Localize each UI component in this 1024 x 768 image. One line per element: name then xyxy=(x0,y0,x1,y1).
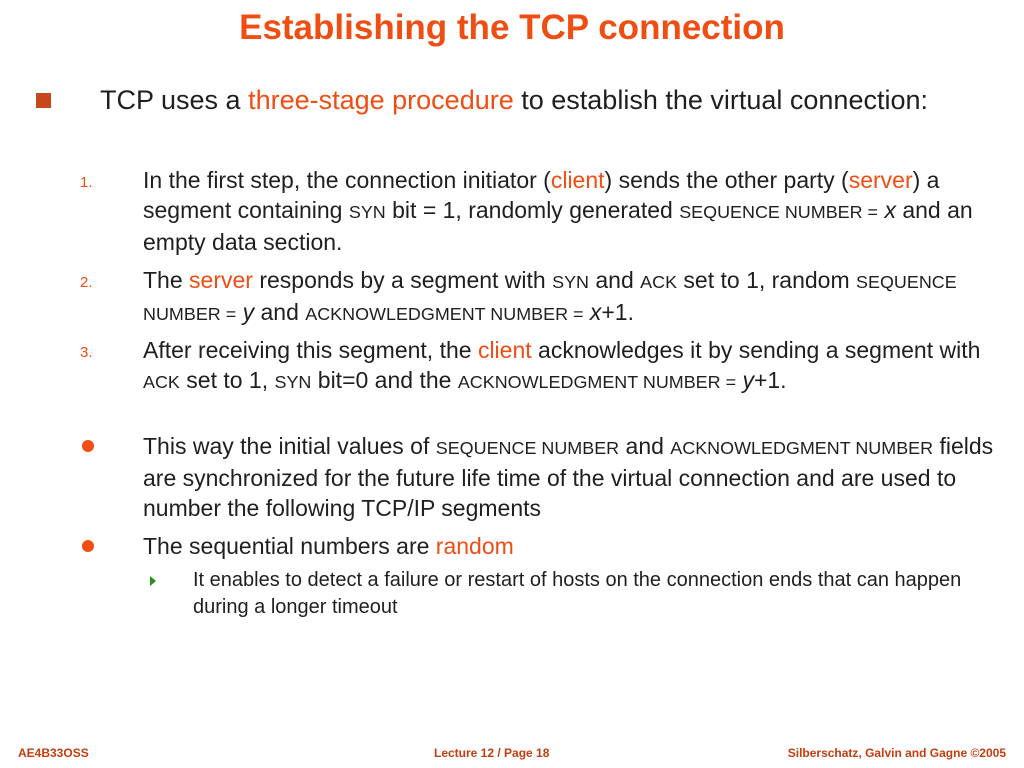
x-variable: x xyxy=(884,197,896,223)
point-text: and xyxy=(619,433,671,459)
server-term: server xyxy=(848,167,913,193)
step-text: In the first step, the connection initiator ( xyxy=(143,167,551,193)
bullet-text: to establish the virtual connection: xyxy=(513,85,928,115)
step-2 xyxy=(143,265,1008,329)
step-text: bit = 1, randomly generated xyxy=(385,197,680,223)
step-text: acknowledges it by sending a segment with xyxy=(531,337,981,363)
point-2 xyxy=(143,531,1008,561)
highlight-three-stage: three-stage procedure xyxy=(248,85,514,115)
syn-term: SYN xyxy=(274,372,312,392)
acknum-term: ACKNOWLEDGMENT NUMBER xyxy=(670,438,934,458)
point-text: This way the initial values of xyxy=(143,433,436,459)
step-text: and xyxy=(589,267,641,293)
step-text: ) a segment containing xyxy=(143,167,940,223)
seq-term: SEQUENCE NUMBER = xyxy=(679,202,879,222)
step-text: +1. xyxy=(753,367,787,393)
step-text: The xyxy=(143,267,190,293)
point-text: fields are synchronized for the future life time of the virtual connection and are used to number the following TCP/IP segments xyxy=(143,433,994,521)
client-term: client xyxy=(477,337,532,363)
dot-bullet-icon xyxy=(82,540,94,552)
ack-term: ACK xyxy=(640,272,678,292)
footer-course: AE4B33OSS xyxy=(18,746,89,760)
step-number: 3. xyxy=(80,344,93,361)
footer-page: Lecture 12 / Page 18 xyxy=(434,746,550,760)
step-text: After receiving this segment, the xyxy=(143,337,478,363)
step-text: +1. xyxy=(601,299,634,325)
step-number: 1. xyxy=(80,174,93,191)
sub-point: It enables to detect a failure or restart of hosts on the connection ends that can happen during a longer timeout xyxy=(193,569,962,618)
point-1 xyxy=(143,431,1008,523)
arrow-bullet-icon xyxy=(150,576,156,586)
step-text: set to 1, xyxy=(179,367,275,393)
footer-copyright: Silberschatz, Galvin and Gagne ©2005 xyxy=(787,746,1006,760)
step-text: responds by a segment with xyxy=(252,267,553,293)
step-number: 2. xyxy=(80,274,93,291)
step-text: ) sends the other party ( xyxy=(604,167,849,193)
y-variable: y xyxy=(742,367,754,393)
step-text: set to 1, random xyxy=(677,267,857,293)
main-bullet xyxy=(100,84,990,117)
square-bullet-icon xyxy=(36,93,51,108)
slide-title: Establishing the TCP connection xyxy=(239,8,785,47)
bullet-text: TCP uses a xyxy=(100,85,249,115)
syn-term: SYN xyxy=(348,202,386,222)
y-variable: y xyxy=(242,299,255,325)
dot-bullet-icon xyxy=(82,440,94,452)
step-3 xyxy=(143,335,1008,397)
point-text: The sequential numbers are xyxy=(143,533,436,559)
step-text: and an empty data section. xyxy=(143,197,973,255)
seq-term: SEQUENCE NUMBER xyxy=(435,438,620,458)
step-1 xyxy=(143,165,1008,257)
server-term: server xyxy=(189,267,253,293)
acknum-term: ACKNOWLEDGMENT NUMBER = xyxy=(305,304,584,324)
random-term: random xyxy=(435,533,514,559)
x-variable: x xyxy=(589,299,602,325)
seq-term: SEQUENCE NUMBER = xyxy=(143,272,957,324)
syn-term: SYN xyxy=(552,272,589,292)
client-term: client xyxy=(550,167,605,193)
ack-term: ACK xyxy=(143,372,180,392)
step-text: bit=0 and the xyxy=(311,367,458,393)
acknum-term: ACKNOWLEDGMENT NUMBER = xyxy=(457,372,737,392)
step-text: and xyxy=(254,299,306,325)
